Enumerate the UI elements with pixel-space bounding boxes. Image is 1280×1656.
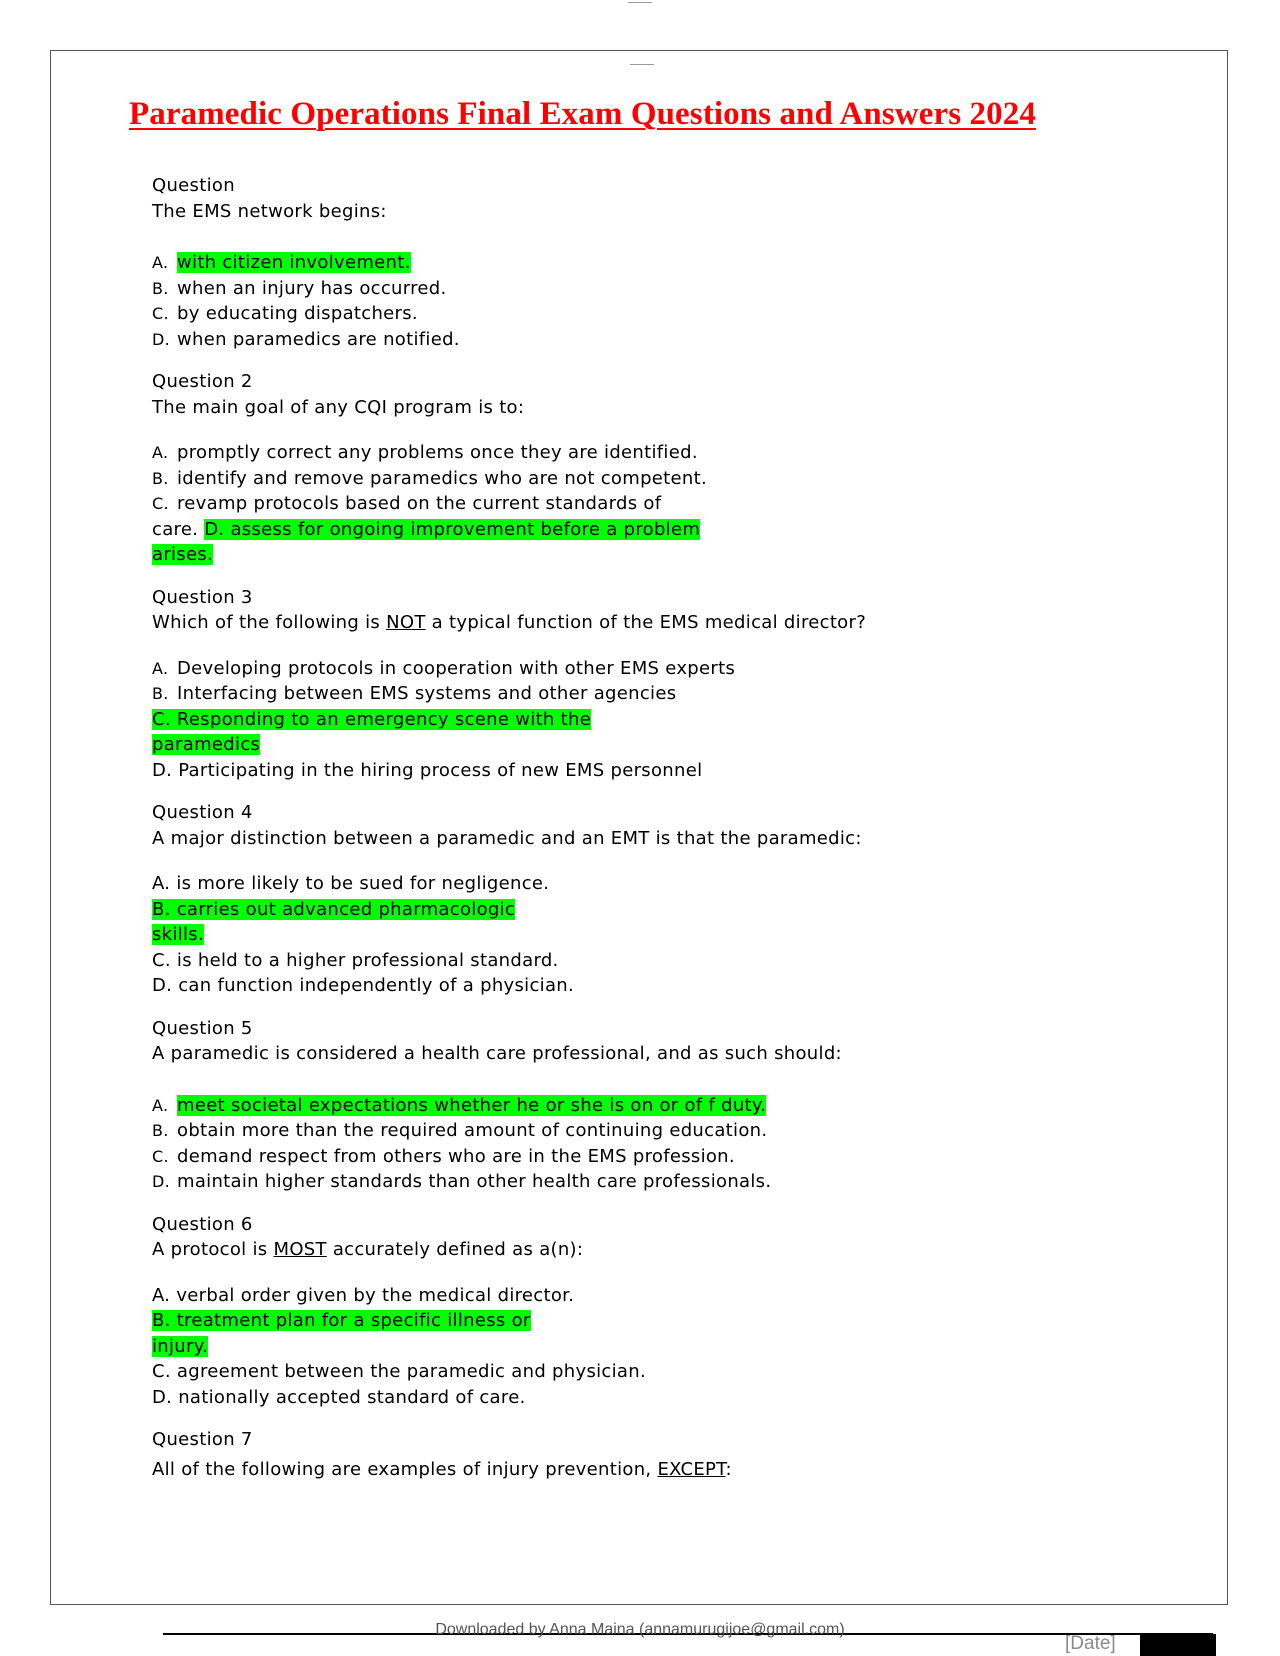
question-text: All of the following are examples of injury prevention, EXCEPT: (152, 1458, 732, 1480)
question-heading: Question 3 (152, 586, 253, 608)
correct-answer-highlight: B. treatment plan for a specific illness or (152, 1310, 531, 1331)
question-4 (152, 800, 1052, 999)
question-text: A protocol is MOST accurately defined as a(n): (152, 1239, 584, 1260)
option-d: D. nationally accepted standard of care. (152, 1386, 526, 1408)
question-heading: Question 2 (152, 371, 253, 392)
option-c: C. agreement between the paramedic and physician. (152, 1361, 646, 1382)
question-heading: Question 7 (152, 1429, 253, 1450)
option-d: care. D. assess for ongoing improvement before a problem arises. (152, 518, 701, 565)
option-list (152, 871, 1052, 999)
question-7 (152, 1427, 1052, 1482)
option-d: D. can function independently of a physician. (152, 975, 575, 996)
option-c (152, 707, 1052, 758)
option-d: D. maintain higher standards than other health care professionals. (152, 1171, 772, 1192)
option-a: A. meet societal expectations whether he or she is on or of f duty. (152, 1094, 767, 1116)
option-b: B. identify and remove paramedics who are not competent. (152, 467, 707, 489)
option-c: C. demand respect from others who are in the EMS profession. (152, 1145, 735, 1167)
download-watermark: Downloaded by Anna Maina (annamurugijoe@gmail.com) (435, 1621, 845, 1638)
correct-answer-highlight: paramedics (152, 734, 261, 755)
correct-answer-highlight: meet societal expectations whether he or she is on or of f duty. (177, 1094, 767, 1116)
question-heading: Question (152, 175, 235, 196)
question-3 (152, 585, 1052, 784)
question-text: A major distinction between a paramedic and an EMT is that the paramedic: (152, 827, 862, 849)
correct-answer-highlight: with citizen involvement. (177, 252, 411, 273)
option-d: D. Participating in the hiring process of new EMS personnel (152, 759, 703, 781)
question-text: A paramedic is considered a health care professional, and as such should: (152, 1043, 842, 1064)
option-c: C. revamp protocols based on the current standards of (152, 493, 662, 514)
emphasis-word: NOT (386, 612, 426, 633)
option-a: A. is more likely to be sued for negligence. (152, 873, 550, 894)
question-text: The EMS network begins: (152, 200, 387, 222)
option-a: A. verbal order given by the medical director. (152, 1284, 575, 1306)
option-a: A. promptly correct any problems once they are identified. (152, 442, 698, 463)
question-heading: Question 4 (152, 802, 253, 823)
header-mark (630, 64, 654, 65)
correct-answer-highlight: arises. (152, 544, 214, 565)
correct-answer-highlight: B. carries out advanced pharmacologic (152, 898, 516, 920)
correct-answer-highlight: D. assess for ongoing improvement before a problem (204, 518, 701, 540)
question-heading: Question 5 (152, 1017, 253, 1039)
option-list (152, 1283, 1052, 1411)
option-a: A. Developing protocols in cooperation with other EMS experts (152, 657, 736, 679)
question-heading: Question 6 (152, 1213, 253, 1235)
option-list (152, 440, 1052, 568)
emphasis-word: EXCEPT (657, 1458, 726, 1480)
option-b (152, 1308, 1052, 1359)
correct-answer-highlight: C. Responding to an emergency scene with the (152, 708, 592, 730)
footer-date: [Date] (1065, 1633, 1116, 1654)
option-b (152, 897, 1052, 948)
top-page-mark (628, 2, 652, 3)
option-c: C. is held to a higher professional standard. (152, 949, 559, 971)
question-text: Which of the following is NOT a typical function of the EMS medical director? (152, 612, 867, 633)
option-b: B. when an injury has occurred. (152, 277, 447, 299)
option-list (152, 250, 1052, 352)
option-d: D. when paramedics are notified. (152, 328, 460, 350)
correct-answer-highlight: injury. (152, 1335, 209, 1357)
question-2 (152, 369, 1052, 568)
footer-page-block (1140, 1634, 1216, 1656)
question-1 (152, 173, 1052, 352)
option-b: B. obtain more than the required amount of continuing education. (152, 1120, 768, 1141)
emphasis-word: MOST (273, 1239, 327, 1260)
correct-answer-highlight: skills. (152, 924, 205, 945)
option-b: B. Interfacing between EMS systems and other agencies (152, 683, 677, 704)
question-5 (152, 1016, 1052, 1195)
option-c: C. by educating dispatchers. (152, 303, 418, 324)
option-list (152, 656, 1052, 784)
document-title: Paramedic Operations Final Exam Questions and Answers 2024 (129, 96, 1036, 132)
question-6 (152, 1212, 1052, 1411)
questions-content (152, 173, 1052, 1499)
option-list (152, 1093, 1052, 1195)
option-a: A. with citizen involvement. (152, 252, 411, 273)
question-text: The main goal of any CQI program is to: (152, 396, 525, 418)
